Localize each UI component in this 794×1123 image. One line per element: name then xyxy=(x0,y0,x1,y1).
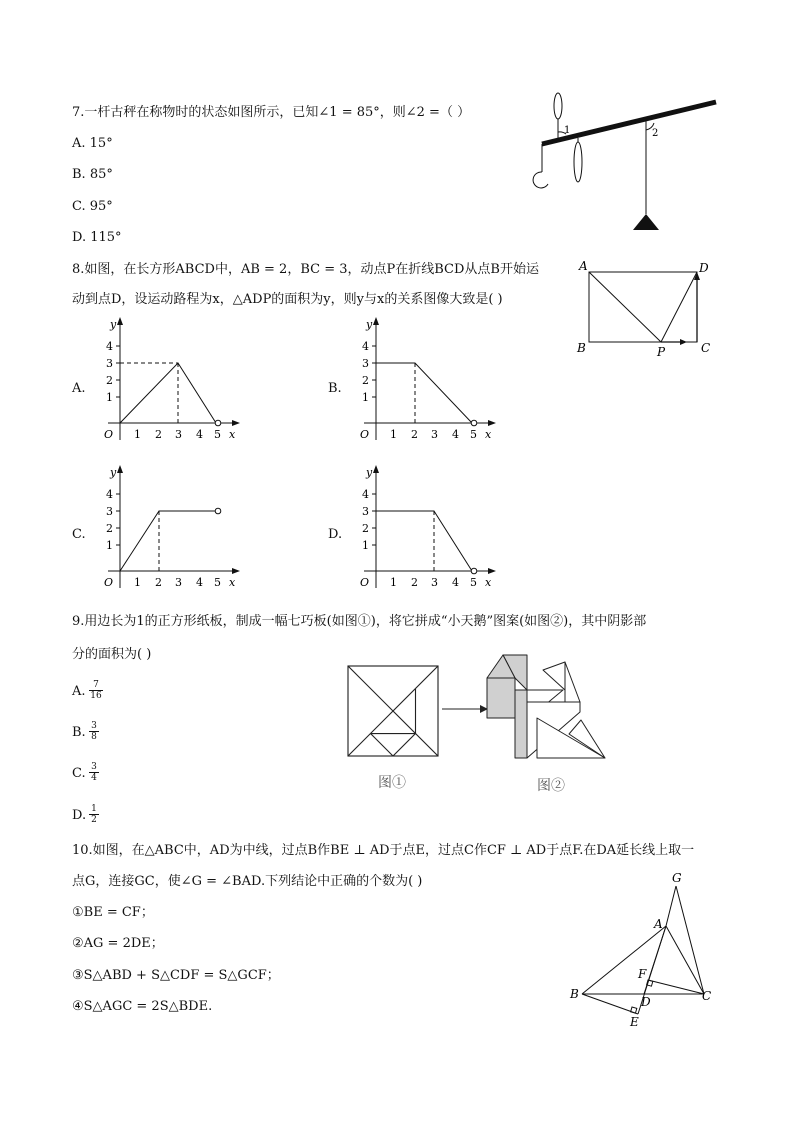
graph-label-q8-x_ticks-4: 5 xyxy=(470,576,477,589)
graph-label-q8-y_ticks-1: 3 xyxy=(106,505,113,518)
q8-rectangle-figure xyxy=(575,258,715,358)
q9-option-a[interactable]: A. $\frac{7}{16}$ xyxy=(72,680,102,701)
graph-label-q8-y_ticks-3: 1 xyxy=(106,539,113,552)
graph-label-q8-x_ticks-4: 5 xyxy=(470,428,477,441)
graph-label-q8-graph_labels-y: y xyxy=(110,318,117,331)
graph-label-q8-y_ticks-3: 1 xyxy=(362,391,369,404)
graph-label-q8-x_ticks-3: 4 xyxy=(452,428,459,441)
graph-label-q8-graph_labels-y: y xyxy=(110,466,117,479)
q8-option-d[interactable]: D. xyxy=(328,527,343,542)
q7-option-c[interactable]: C. 95° xyxy=(72,199,113,214)
q9-swan-figure xyxy=(485,650,615,765)
q9-option-c[interactable]: C. $\frac{3}{4}$ xyxy=(72,762,132,792)
graph-label-q8-x_ticks-1: 2 xyxy=(411,428,418,441)
q10-triangle-figure xyxy=(568,868,718,1033)
graph-label-q8-y_ticks-2: 2 xyxy=(106,374,113,387)
graph-label-q8-x_ticks-1: 2 xyxy=(155,576,162,589)
q9-stem-line2: 分的面积为( ) xyxy=(72,647,152,662)
graph-label-q8-y_ticks-0: 4 xyxy=(106,488,113,501)
graph-label-q8-y_ticks-2: 2 xyxy=(362,374,369,387)
graph-label-q8-x_ticks-0: 1 xyxy=(134,576,141,589)
q8-graph-a xyxy=(90,315,250,455)
graph-label-q8-graph_labels-o: O xyxy=(360,576,370,589)
q7-option-b[interactable]: B. 85° xyxy=(72,167,113,182)
graph-label-q8-x_ticks-4: 5 xyxy=(214,428,221,441)
graph-label-q8-graph_labels-x: x xyxy=(229,576,236,589)
graph-label-q8-graph_labels-y: y xyxy=(366,466,373,479)
graph-label-q8-x_ticks-0: 1 xyxy=(134,428,141,441)
graph-label-q8-graph_labels-x: x xyxy=(485,576,492,589)
graph-label-q8-x_ticks-3: 4 xyxy=(452,576,459,589)
graph-label-q8-x_ticks-2: 3 xyxy=(175,576,182,589)
graph-label-q8-x_ticks-0: 1 xyxy=(390,576,397,589)
graph-label-q8-y_ticks-0: 4 xyxy=(362,488,369,501)
q7-option-d[interactable]: D. 115° xyxy=(72,230,122,245)
q8-graph-b xyxy=(346,315,506,455)
q10-label-g: G xyxy=(672,871,682,885)
graph-label-q8-y_ticks-0: 4 xyxy=(362,340,369,353)
q10-label-d: D xyxy=(641,995,651,1009)
q10-stem-line1: 10.如图，在△ABC中，AD为中线，过点B作BE ⊥ AD于点E，过点C作CF ⊥ AD于点F.在DA延长线上取一 xyxy=(72,843,695,858)
q8-label-p: P xyxy=(657,345,666,359)
q10-conclusion-1: ①BE = CF； xyxy=(72,905,154,920)
q8-label-a: A xyxy=(579,259,588,273)
graph-label-q8-graph_labels-o: O xyxy=(360,428,370,441)
q7-angle-1-label: 1 xyxy=(564,125,571,136)
graph-label-q8-x_ticks-2: 3 xyxy=(175,428,182,441)
q7-option-a[interactable]: A. 15° xyxy=(72,136,113,151)
graph-label-q8-x_ticks-3: 4 xyxy=(196,576,203,589)
graph-label-q8-graph_labels-x: x xyxy=(229,428,236,441)
q8-graph-d xyxy=(346,463,506,603)
graph-label-q8-x_ticks-1: 2 xyxy=(411,576,418,589)
q10-conclusion-4: ④S△AGC = 2S△BDE. xyxy=(72,999,213,1014)
q9-stem-line1: 9.用边长为1的正方形纸板，制成一幅七巧板(如图①)，将它拼成“小天鹅”图案(如图②)，其中阴影部 xyxy=(72,614,647,629)
q8-option-c[interactable]: C. xyxy=(72,527,86,542)
q9-option-b[interactable]: B. $\frac{3}{8}$ xyxy=(72,721,132,751)
q10-label-a: A xyxy=(654,917,663,931)
graph-label-q8-x_ticks-0: 1 xyxy=(390,428,397,441)
graph-label-q8-y_ticks-3: 1 xyxy=(362,539,369,552)
q8-label-c: C xyxy=(701,341,711,355)
q10-stem-line2: 点G，连接GC，使∠G = ∠BAD.下列结论中正确的个数为( ) xyxy=(72,874,423,889)
graph-label-q8-graph_labels-o: O xyxy=(104,576,114,589)
q9-arrow-icon xyxy=(440,703,490,715)
graph-label-q8-y_ticks-2: 2 xyxy=(362,522,369,535)
q10-label-f: F xyxy=(638,967,647,981)
graph-label-q8-y_ticks-1: 3 xyxy=(106,357,113,370)
q9-option-d[interactable]: D. $\frac{1}{2}$ xyxy=(72,804,132,834)
graph-label-q8-y_ticks-3: 1 xyxy=(106,391,113,404)
q7-angle-2-label: 2 xyxy=(652,128,659,139)
graph-label-q8-x_ticks-1: 2 xyxy=(155,428,162,441)
q8-stem-line1: 8.如图，在长方形ABCD中，AB = 2，BC = 3，动点P在折线BCD从点B开始运 xyxy=(72,262,539,277)
q7-stem: 7.一杆古秤在称物时的状态如图所示，已知∠1 = 85°，则∠2 =（ ） xyxy=(72,105,471,120)
q8-stem-line2: 动到点D，设运动路程为x，△ADP的面积为y，则y与x的关系图像大致是( ) xyxy=(72,292,503,307)
q10-label-b: B xyxy=(570,987,579,1001)
graph-label-q8-x_ticks-3: 4 xyxy=(196,428,203,441)
q9-tangram-square-figure xyxy=(348,666,438,756)
q8-option-b[interactable]: B. xyxy=(328,381,342,396)
graph-label-q8-y_ticks-1: 3 xyxy=(362,505,369,518)
q9-fig1-caption: 图① xyxy=(378,775,406,791)
graph-label-q8-y_ticks-2: 2 xyxy=(106,522,113,535)
graph-label-q8-x_ticks-4: 5 xyxy=(214,576,221,589)
graph-label-q8-x_ticks-2: 3 xyxy=(431,576,438,589)
graph-label-q8-graph_labels-y: y xyxy=(366,318,373,331)
graph-label-q8-graph_labels-o: O xyxy=(104,428,114,441)
q10-label-c: C xyxy=(702,989,712,1003)
graph-label-q8-x_ticks-2: 3 xyxy=(431,428,438,441)
q8-label-d: D xyxy=(699,261,709,275)
q7-steelyard-figure xyxy=(528,88,728,238)
q8-label-b: B xyxy=(577,341,586,355)
graph-label-q8-y_ticks-0: 4 xyxy=(106,340,113,353)
q10-conclusion-2: ②AG = 2DE； xyxy=(72,936,164,951)
graph-label-q8-graph_labels-x: x xyxy=(485,428,492,441)
graph-label-q8-y_ticks-1: 3 xyxy=(362,357,369,370)
q8-graph-c xyxy=(90,463,250,603)
q10-conclusion-3: ③S△ABD + S△CDF = S△GCF； xyxy=(72,968,280,983)
q9-fig2-caption: 图② xyxy=(537,778,565,794)
q10-label-e: E xyxy=(630,1015,639,1029)
q8-option-a[interactable]: A. xyxy=(72,381,86,396)
